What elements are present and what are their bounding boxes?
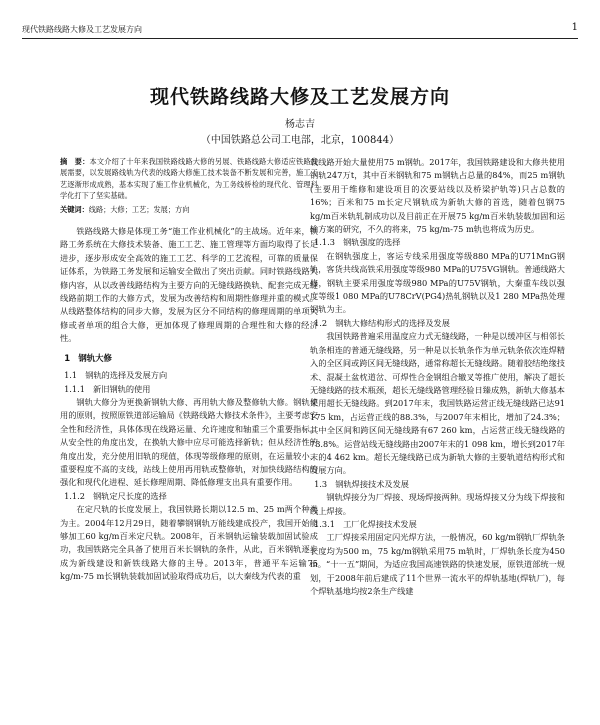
abstract (60, 156, 318, 202)
section-heading-1-1-2: 1.1.2 钢轨定尺长度的选择 (64, 490, 167, 501)
section-heading-1: 1 钢轨大修 (64, 352, 112, 363)
section-heading-1-3-1: 1.3.1 工厂化焊接技术发展 (314, 518, 417, 529)
paragraph-1-2: 我国铁路普遍采用温度应力式无缝线路，一种是以缓冲区与相邻长轨条相连的普通无缝线路，另一种是以长轨条作为单元轨条依次连焊精入的全区间或跨区间无缝线路，通常称超长无缝线路。随着胶结绝缘技术、混凝土盆枕道岔、可焊性合金钢组合辙叉等推广使用，解决了超长无缝线路的技术瓶颈，超长无缝线路管理经验日臻成熟，新轨大修基本采用超长无缝线路。到2017年末，我国铁路运营正线无缝线路已达91 175 km，占运营正线的88.3%，与2007年末相比，增加了24.3%；其中全区间和跨区间无缝线路有67 260 km，占运营正线无缝线路的73.8%。运营站线无缝线路由2007年末的1 098 km，增长到2017年末的4 462 km。超长无缝线路已成为新轨大修的主要轨道结构形式和发展方向。 (310, 331, 565, 476)
intro-paragraph: 铁路线路大修是体现工务“施工作业机械化”的主战场。近年来，铁路工务系统在大修技术装备、施工工艺、施工管理等方面均取得了长足进步，逐步形成安全高效的施工工艺、科学的工艺流程，可靠的质量保证体系，为铁路工务发展和运输安全做出了突出贡献。同时铁路线路大修内容，从以改善线路结构为主要方向的无缝线路换轨、配套完成无缝线路前期工作的大修方式，发展为改善结构和周期性修理并重的模式。从线路整体结构的同步大修，发展为区分不同结构的修理周期的单项大修或者单项的组合大修，更加体现了修理周期的合理性和大修的经济性。 (60, 226, 318, 344)
abstract-label: 摘 要： (60, 157, 90, 166)
paragraph-continued: 载线路开始大量使用75 m钢轨。2017年，我国铁路建设和大修共使用钢轨247万t，其中百米钢轨和75 m钢轨占总量的84%，而25 m钢轨(主要用于维修和建设项目的次要站线以及桥梁护轨等)只占总数的16%；百米和75 m长定尺钢轨成为新轨大修的首选，随着包钢75 kg/m百米轨轧制成功以及目前正在开展75 kg/m百米轨装载加固和运输方案的研究，不久的将来，75 kg/m-75 m轨也将成为历史。 (310, 157, 565, 235)
author: 杨志吉 (285, 119, 315, 130)
section-heading-1-1: 1.1 钢轨的选择及发展方向 (64, 370, 168, 381)
left-column (60, 156, 318, 584)
section-heading-1-3: 1.3 钢轨焊接技术及发展 (314, 478, 409, 489)
running-header-title: 现代铁路线路大修及工艺发展方向 (22, 25, 142, 34)
abstract-text: 本文介绍了十年来我国铁路线路大修的另展、铁路线路大修适应铁路发展需要，以发展路线轨为代表的线路大修施工技术装备不断发展和完善，施工工艺逐渐形成成熟，基本实现了施工作业机械化，为工务线桥检的现代化、管理科学化打下了坚实基础。 (60, 157, 318, 201)
right-column (310, 156, 565, 598)
paragraph-1-1-3: 在钢轨强度上，客运专线采用强度等级880 MPa的U71MnG钢轨，客货共线高铁采用强度等级980 MPa的U75VG钢轨。普通线路大修，钢轨主要采用强度等级980 MPa的U75V钢轨，大秦重车线以强度等级1 080 MPa的U78CrV(PG4)热轧钢轨以及1 280 MPa热处理钢轨为主。 (310, 250, 565, 315)
paragraph-1-1-2: 在定尺轨的长度发展上，我国铁路长期以12.5 m、25 m两个种类为主。2004年12月29日，随着攀钢钢轨万能线建成投产，我国开始能够加工60 kg/m百米定尺轨。2008年，百米钢轨运输装载加固试验成功，我国铁路完全具备了使用百米长钢轨的条件，从此，百米钢轨逐步成为新线建设和新铁线路大修的主导。2013年，普通平车运输75 kg/m-75 m长钢轨装载加固试验取得成功后，以大秦线为代表的重 (60, 504, 318, 582)
affiliation: （中国铁路总公司工电部，北京，100844） (200, 135, 400, 146)
keywords-text: 线路；大修；工艺；发展；方向 (88, 204, 190, 214)
keywords (60, 204, 318, 215)
paragraph-1-3-1: 工厂焊接采用固定闪光焊方法，一般情况，60 kg/m钢轨厂焊轨条长度均为500 m，75 kg/m钢轨采用75 m轨时，厂焊轨条长度为450 m。“十一五”期间，为适应我国高速铁路的快速发展，原铁道部统一规划，于2008年前后建成了11个世界一流水平的焊轨基地(焊轨厂)，每个焊轨基地均按2条生产线建 (310, 532, 565, 596)
section-heading-1-1-1: 1.1.1 新旧钢轨的使用 (64, 383, 151, 394)
paper-title: 现代铁路线路大修及工艺发展方向 (149, 86, 450, 108)
section-heading-1-1-3: 1.1.3 钢轨强度的选择 (314, 237, 401, 248)
section-heading-1-2: 1.2 钢轨大修结构形式的选择及发展 (314, 317, 450, 328)
keywords-label: 关键词： (60, 204, 89, 214)
paragraph-1-3: 钢轨焊接分为厂焊接、现场焊接两种。现场焊接又分为线下焊接和线上焊接。 (310, 492, 565, 516)
paragraph-1-1-1: 钢轨大修分为更换新钢轨大修、再用轨大修及整修轨大修。钢轨使用的原则，按照原铁道部运输局《铁路线路大修技术条件》，主要考虑安全性和经济性，具体体现在线路运量、允许速度和轴重三个重要指标。从安全性的角度出发，在换轨大修中应尽可能选择新轨；但从经济性的角度出发，充分使用旧轨的现值，体现等级修理的原则，在运量较小、重要程度不高的支线，站线上使用再用轨或整修轨，对加快线路结构的强化和现代化进程、延长修理周期、降低修理支出具有重要作用。 (60, 396, 318, 488)
page-number: 1 (571, 22, 578, 33)
running-header (22, 22, 578, 39)
